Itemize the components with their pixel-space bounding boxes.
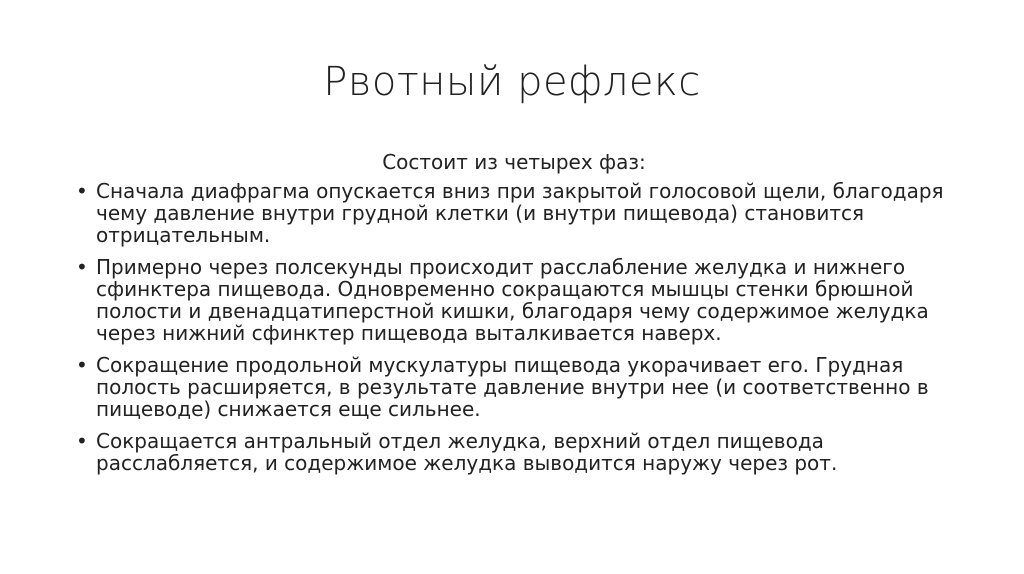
bullet-icon: • — [76, 429, 88, 453]
list-item-text: Примерно через полсекунды происходит расслабление желудка и нижнего сфинктера пищевода. Одновременно сокращаются мышцы стенки брюшной полости и двенадцатиперстной кишки, благодаря чему содержимое желудка через нижний сфинктер пищевода выталкивается наверх. — [96, 255, 929, 345]
bullet-list — [74, 180, 954, 474]
list-item — [74, 256, 954, 344]
bullet-icon: • — [76, 255, 88, 279]
intro-text: Состоит из четырех фаз: — [382, 150, 646, 174]
bullet-icon: • — [76, 353, 88, 377]
list-item — [74, 430, 954, 474]
list-item — [74, 354, 954, 420]
list-item-text: Сначала диафрагма опускается вниз при закрытой голосовой щели, благодаря чему давление внутри грудной клетки (и внутри пищевода) становится отрицательным. — [96, 179, 944, 247]
bullet-icon: • — [76, 179, 88, 203]
slide-content — [74, 150, 954, 484]
list-item-text: Сокращение продольной мускулатуры пищевода укорачивает его. Грудная полость расширяется, в результате давление внутри нее (и соответственно в пищеводе) снижается еще сильнее. — [96, 353, 929, 421]
list-item — [74, 180, 954, 246]
list-item-text: Сокращается антральный отдел желудка, верхний отдел пищевода расслабляется, и содержимое желудка выводится наружу через рот. — [96, 429, 838, 475]
slide-title: Рвотный рефлекс — [323, 59, 701, 105]
